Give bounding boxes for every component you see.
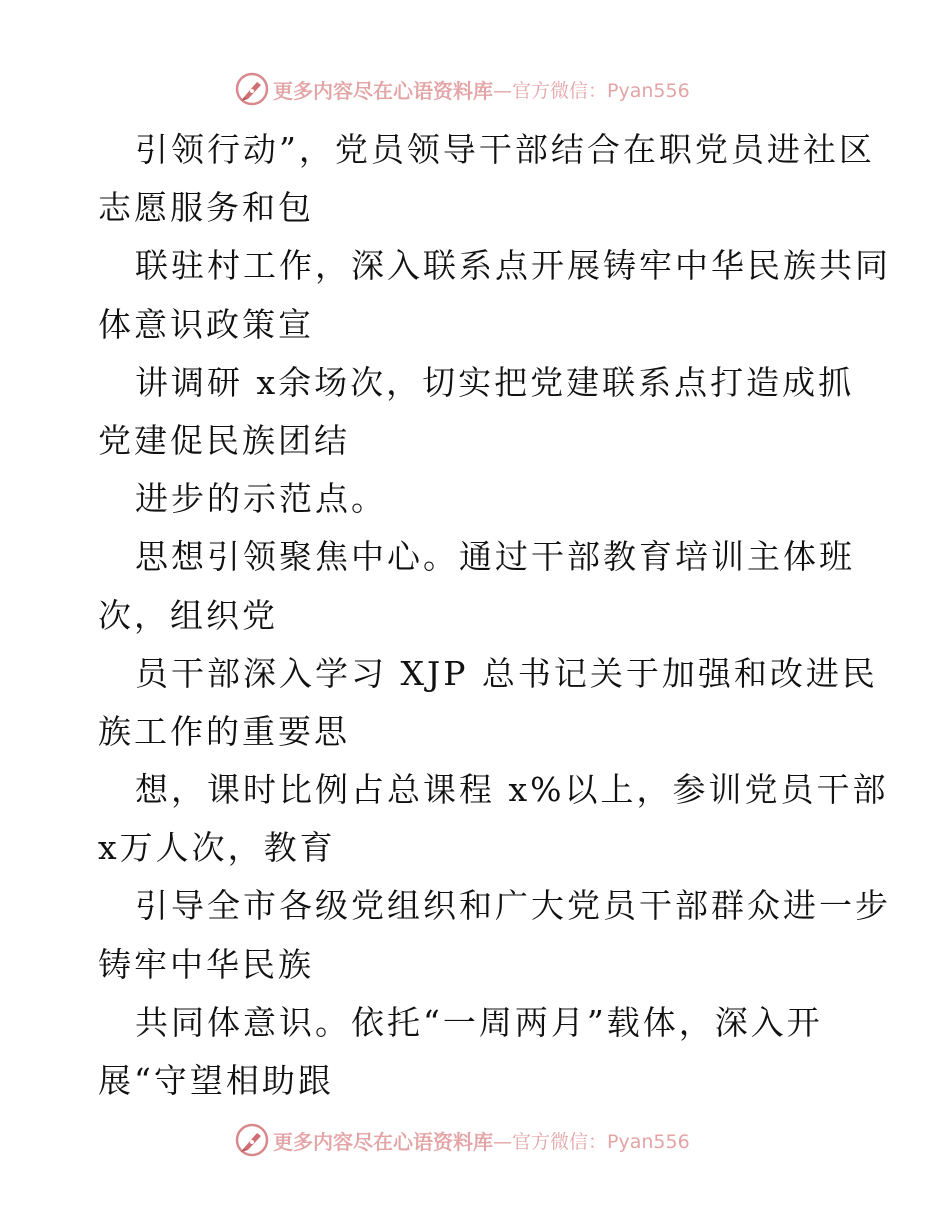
- text-line: 引导全市各级党组织和广大党员干部群众进一步: [135, 886, 891, 926]
- text-line: 引领行动”，党员领导干部结合在职党员进社区: [135, 130, 875, 169]
- pen-nib-logo-icon: [235, 72, 269, 106]
- text-line: 铸牢中华民族: [98, 944, 314, 984]
- text-line: 联驻村工作，深入联系点开展铸牢中华民族共同: [135, 246, 891, 286]
- pen-nib-logo-icon: [235, 1123, 269, 1157]
- text-line: 共同体意识。依托“一周两月”载体，深入开: [135, 1002, 823, 1042]
- text-line: 展“守望相助跟: [98, 1061, 334, 1100]
- watermark-banner-bottom: [235, 1123, 690, 1157]
- text-line: x万人次，教育: [98, 828, 336, 868]
- text-line: 族工作的重要思: [98, 711, 350, 751]
- text-line: 讲调研 x余场次，切实把党建联系点打造成抓: [135, 362, 855, 402]
- text-line: 进步的示范点。: [135, 479, 387, 519]
- text-line: 思想引领聚焦中心。通过干部教育培训主体班: [135, 537, 855, 577]
- watermark-sub-text: —官方微信：Pyan556: [493, 1130, 690, 1153]
- document-body: [98, 121, 891, 1110]
- text-line: 党建促民族团结: [98, 420, 350, 460]
- text-line: 志愿服务和包: [98, 188, 314, 228]
- watermark-main-text: 更多内容尽在心语资料库: [273, 1129, 493, 1154]
- text-line: 员干部深入学习 XJP 总书记关于加强和改进民: [135, 653, 878, 693]
- watermark-sub-text: —官方微信：Pyan556: [493, 79, 690, 102]
- text-line: 体意识政策宣: [98, 304, 314, 344]
- watermark-banner-top: [235, 72, 690, 106]
- text-line: 想，课时比例占总课程 x%以上，参训党员干部: [135, 770, 889, 810]
- text-line: 次，组织党: [98, 595, 278, 635]
- watermark-main-text: 更多内容尽在心语资料库: [273, 78, 493, 103]
